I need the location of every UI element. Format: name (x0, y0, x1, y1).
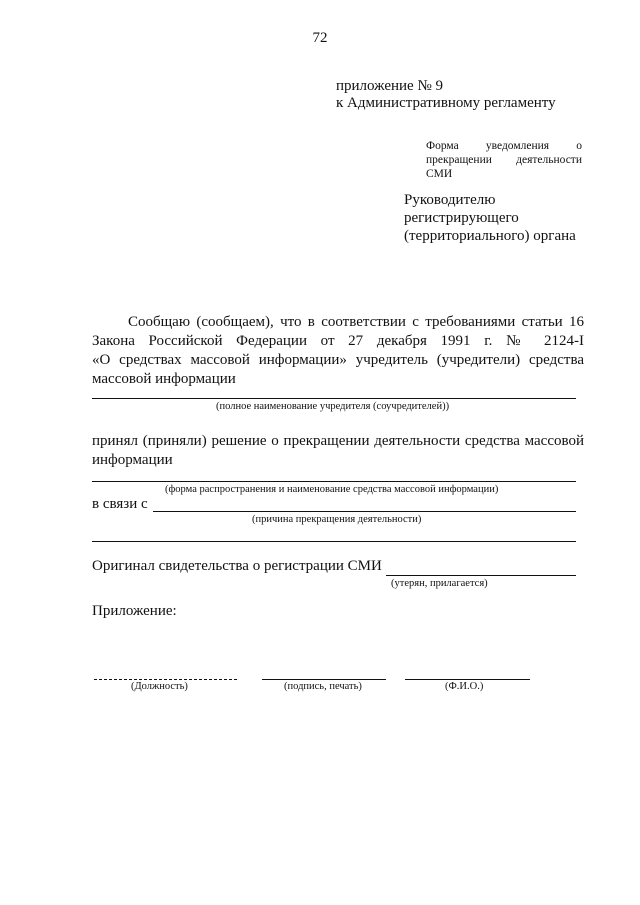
founder-fill-line[interactable] (92, 398, 576, 399)
notice-paragraph (92, 313, 584, 389)
page-number: 72 (312, 30, 328, 46)
position-fill-line[interactable] (94, 679, 237, 680)
due-to-label: в связи с (92, 496, 148, 512)
reason-fill-line[interactable] (153, 511, 576, 512)
name-fill-line[interactable] (405, 679, 530, 680)
notice-line-3: «О средствах массовой информации» учредитель (учредители) средства (92, 352, 584, 368)
appendix-number: приложение № 9 (336, 78, 444, 94)
decision-line-2: информации (92, 452, 173, 468)
form-title-line-2: прекращении деятельности (426, 154, 582, 166)
certificate-label: Оригинал свидетельства о регистрации СМИ (92, 558, 382, 574)
name-caption: (Ф.И.О.) (445, 681, 484, 692)
attachment-label: Приложение: (92, 603, 177, 619)
certificate-status-caption: (утерян, прилагается) (391, 578, 488, 589)
form-title (426, 139, 582, 181)
signature-caption: (подпись, печать) (284, 681, 362, 692)
decision-paragraph (92, 432, 584, 470)
notice-line-4: массовой информации (92, 371, 236, 387)
signature-fill-line[interactable] (262, 679, 386, 680)
certificate-fill-line[interactable] (386, 575, 576, 576)
media-form-fill-line[interactable] (92, 481, 576, 482)
position-caption: (Должность) (131, 681, 188, 692)
founder-caption: (полное наименование учредителя (соучредителей)) (216, 401, 450, 412)
addressee-line-2: регистрирующего (404, 210, 519, 226)
notice-line-1: Сообщаю (сообщаем), что в соответствии с требованиями статьи 16 (128, 314, 584, 330)
decision-line-1: принял (приняли) решение о прекращении деятельности средства массовой (92, 433, 584, 449)
reason-caption: (причина прекращения деятельности) (252, 514, 422, 525)
form-title-line-1: Форма уведомления о (426, 140, 582, 152)
form-title-line-3: СМИ (426, 168, 453, 180)
addressee-line-1: Руководителю (404, 192, 496, 208)
appendix-regulation: к Административному регламенту (336, 95, 556, 111)
reason-extra-fill-line[interactable] (92, 541, 576, 542)
notice-line-2: Закона Российской Федерации от 27 декабря 1991 г. № 2124-I (92, 333, 584, 349)
media-form-caption: (форма распространения и наименование средства массовой информации) (165, 484, 499, 495)
addressee-line-3: (территориального) органа (404, 228, 576, 244)
